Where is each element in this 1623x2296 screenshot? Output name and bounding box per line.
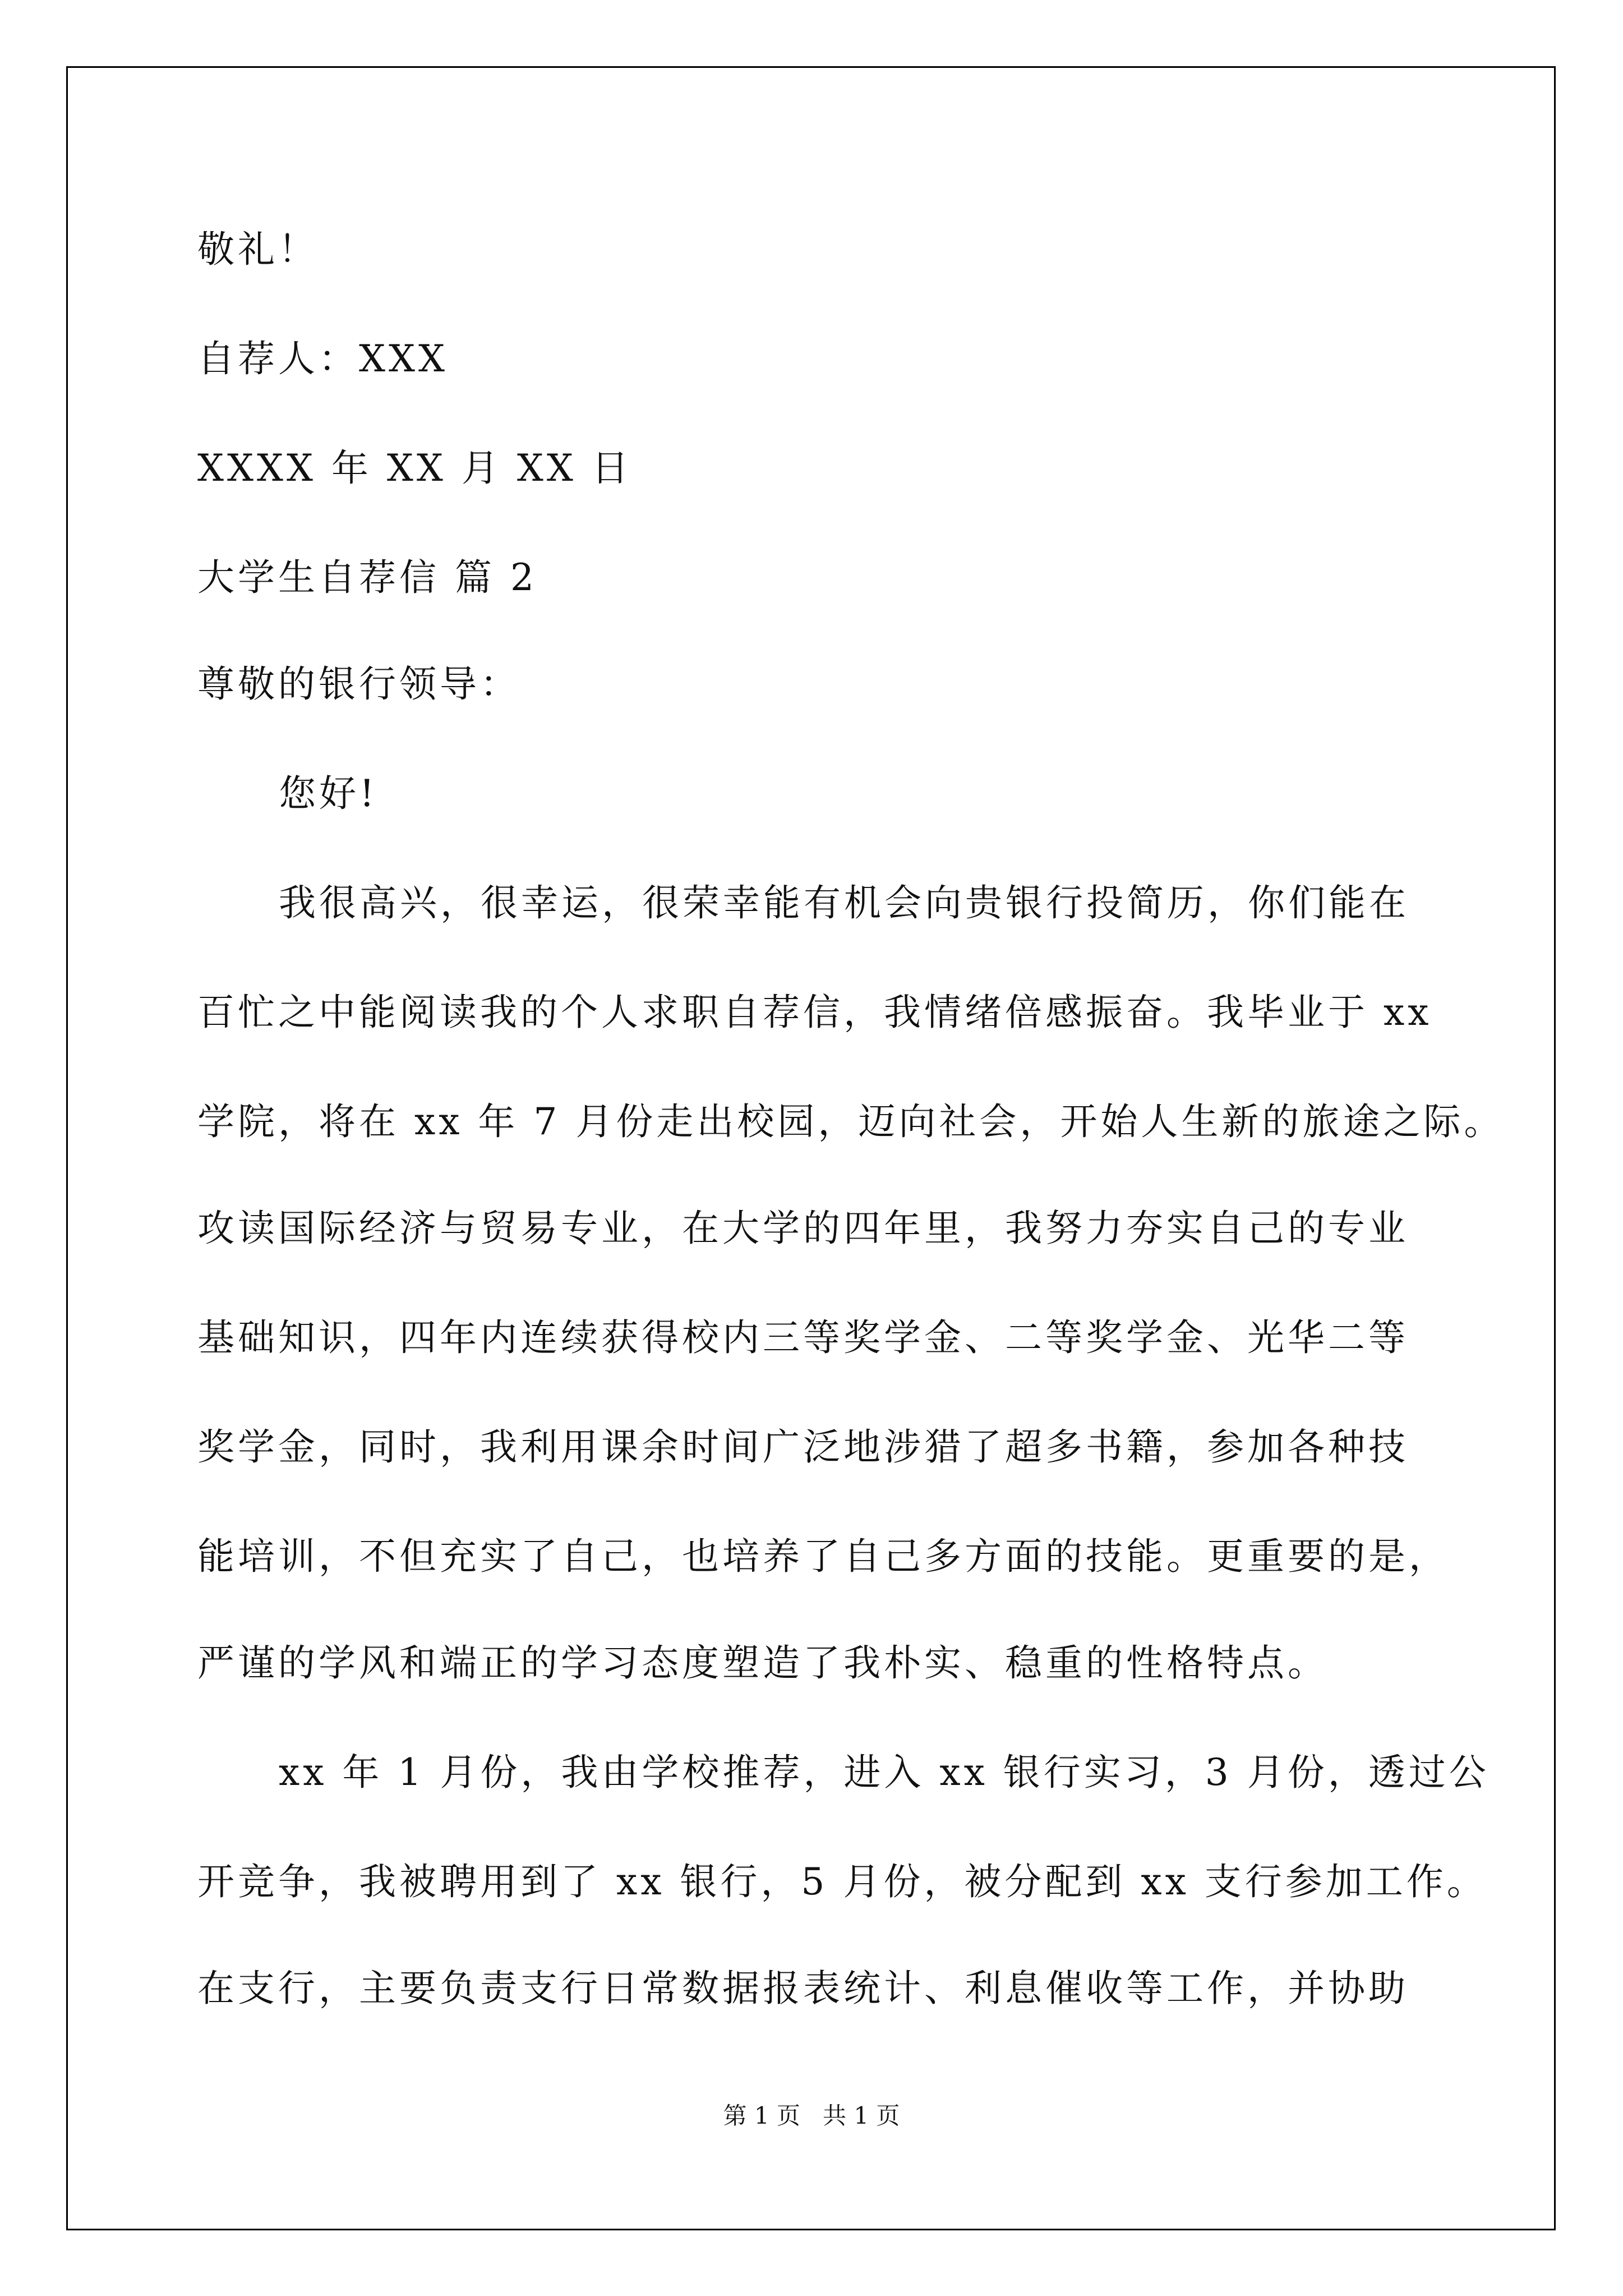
closing-salutation: 敬礼！ <box>197 228 319 271</box>
signer-line: 自荐人：XXX <box>197 337 448 380</box>
body-line: 我很高兴，很幸运，很荣幸能有机会向贵银行投简历，你们能在 <box>279 881 1409 924</box>
body-line: 在支行，主要负责支行日常数据报表统计、利息催收等工作，并协助 <box>197 1967 1409 2010</box>
body-line: 能培训，不但充实了自己，也培养了自己多方面的技能。更重要的是， <box>197 1535 1449 1578</box>
body-line: 严谨的学风和端正的学习态度塑造了我朴实、稳重的性格特点。 <box>197 1641 1328 1685</box>
body-line: xx 年 1 月份，我由学校推荐，进入 xx 银行实习，3 月份，透过公 <box>279 1751 1490 1794</box>
section-heading: 大学生自荐信 篇 2 <box>197 556 537 599</box>
body-line: 学院，将在 xx 年 7 月份走出校园，迈向社会，开始人生新的旅途之际。 <box>197 1100 1505 1143</box>
greeting-recipient: 尊敬的银行领导： <box>197 662 520 706</box>
body-line: 攻读国际经济与贸易专业，在大学的四年里，我努力夯实自己的专业 <box>197 1207 1409 1250</box>
body-line: 奖学金，同时，我利用课余时间广泛地涉猎了超多书籍，参加各种技 <box>197 1425 1409 1469</box>
page-number: 第 1 页 <box>723 2102 800 2129</box>
page-total: 共 1 页 <box>823 2102 900 2129</box>
page-footer <box>0 2099 1623 2133</box>
date-line: XXXX 年 XX 月 XX 日 <box>197 447 632 490</box>
body-line: 开竞争，我被聘用到了 xx 银行，5 月份，被分配到 xx 支行参加工作。 <box>197 1860 1487 1903</box>
body-line: 百忙之中能阅读我的个人求职自荐信，我情绪倍感振奋。我毕业于 xx <box>197 991 1432 1034</box>
body-line: 基础知识，四年内连续获得校内三等奖学金、二等奖学金、光华二等 <box>197 1316 1409 1359</box>
greeting-hello: 您好! <box>279 772 378 815</box>
